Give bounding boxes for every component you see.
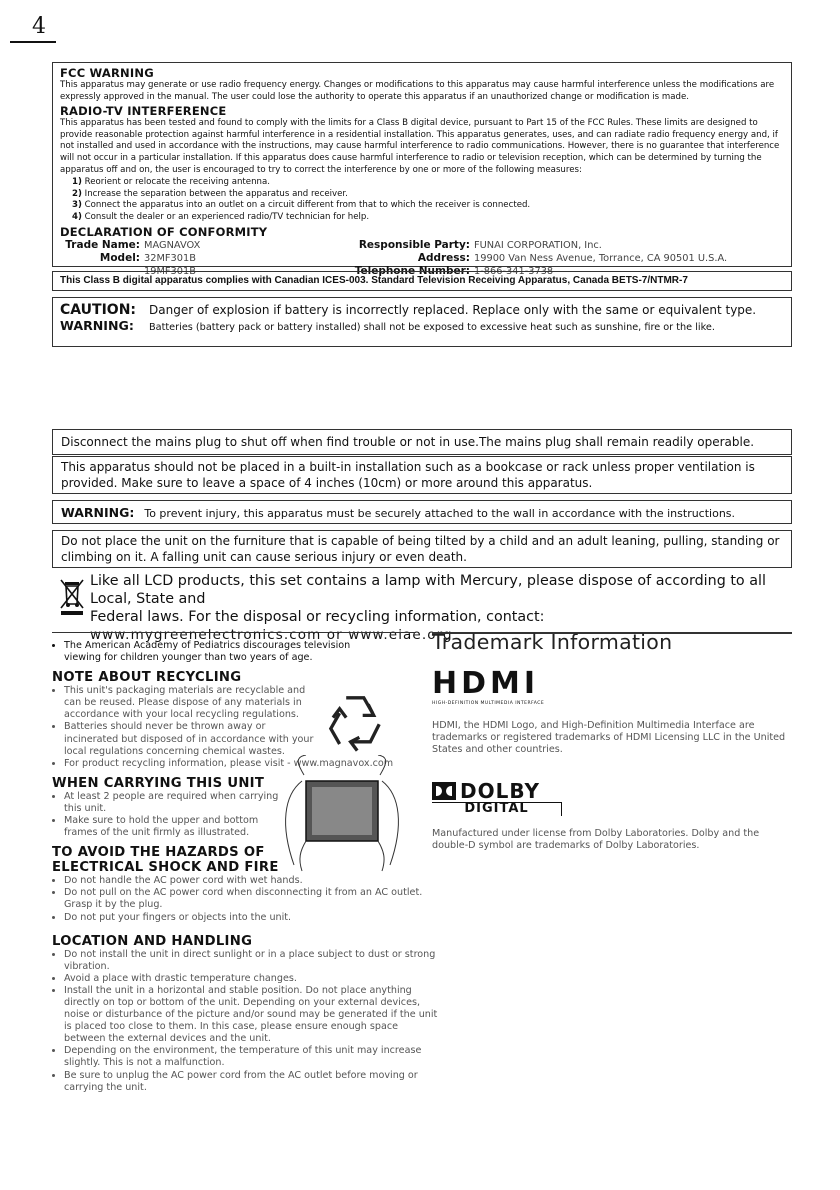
recycling-title: NOTE ABOUT RECYCLING <box>52 670 242 686</box>
party-label: Responsible Party: <box>358 238 470 251</box>
battery-warning-text: Batteries (battery pack or battery installed) shall not be exposed to excessive heat such as sunshine, fire or the like. <box>149 322 715 333</box>
canada-notice: This Class B digital apparatus complies with Canadian ICES-003. Standard Television Receiving Apparatus, Canada BETS-7/NTMR-7 <box>52 271 792 291</box>
or-text: or <box>326 627 343 643</box>
recycling-link-2[interactable]: www.eiae.org <box>348 627 453 643</box>
recycling-link-1[interactable]: www.mygreenelectronics.com <box>90 627 322 643</box>
model-label: Model: <box>99 251 140 264</box>
wall-warning-text: To prevent injury, this apparatus must be securely attached to the wall in accordance with the instructions. <box>144 507 736 520</box>
rf-interference-title: RADIO-TV INTERFERENCE <box>60 104 227 119</box>
crossed-bin-icon <box>58 576 86 616</box>
caution-box <box>52 297 792 347</box>
rf-interference-text: This apparatus has been tested and found to comply with the limits for a Class B digital device, pursuant to Part 15 of the FCC Rules. These limits are designed to provide reasonable protection against harmful interference in a residential installation. This apparatus generates, uses, and can radiate radio frequency energy and, if not installed and used in accordance with the instructions, may cause harmful interference to radio communications. However, there is no guarantee that interference will not occur in a particular installation. If this apparatus does cause harmful interference to radio or television reception, which can be determined by turning the apparatus off and on, the user is encouraged to try to correct the interference by one or more of the following measures: <box>60 118 780 175</box>
trade-name-label: Trade Name: <box>65 238 140 251</box>
hdmi-logo: HDMI HIGH-DEFINITION MULTIMEDIA INTERFACE <box>432 666 545 707</box>
trademark-title: Trademark Information <box>432 630 673 654</box>
list-item: • At least 2 people are required when carrying this unit. <box>64 791 292 815</box>
model-value-2: 19MF301B <box>144 265 196 277</box>
carrying-title: WHEN CARRYING THIS UNIT <box>52 775 265 791</box>
ventilation-notice: This apparatus should not be placed in a built-in installation such as a bookcase or rack unless proper ventilation is provided. Make sure to leave a space of 4 inches (10cm) or more around this apparatus. <box>52 456 792 494</box>
hdmi-text: HDMI, the HDMI Logo, and High-Definition Multimedia Interface are trademarks or registered trademarks of HDMI Licensing LLC in the United States and other countries. <box>432 720 786 756</box>
model-value-1: 32MF301B <box>144 252 196 264</box>
measure-item: 3) Connect the apparatus into an outlet on a circuit different from that to which the receiver is connected. <box>72 200 531 211</box>
list-item: • Be sure to unplug the AC power cord from the AC outlet before moving or carrying the unit. <box>64 1070 442 1094</box>
phone-label: Telephone Number: <box>354 264 470 277</box>
section-divider-left <box>52 632 416 633</box>
list-item: • Do not pull on the AC power cord when disconnecting it from an AC outlet. Grasp it by the plug. <box>64 887 442 911</box>
mercury-line-2: Federal laws. For the disposal or recycling information, contact: <box>90 609 545 625</box>
shock-title: TO AVOID THE HAZARDS OF ELECTRICAL SHOCK AND FIRE <box>52 845 279 876</box>
location-title: LOCATION AND HANDLING <box>52 933 253 949</box>
doc-title: DECLARATION OF CONFORMITY <box>60 224 268 239</box>
disconnect-notice: Disconnect the mains plug to shut off when find trouble or not in use.The mains plug shall remain readily operable. <box>52 429 792 455</box>
phone-value: 1-866-341-3738 <box>474 265 554 277</box>
interference-measures <box>60 177 784 223</box>
page-number: 4 <box>32 14 46 39</box>
list-item: • Install the unit in a horizontal and stable position. Do not place anything directly on top or bottom of the unit. Depending on your external devices, noise or disturbance of the picture and/or sound may be generated if the unit is placed too close to them. In this case, please ensure enough space between the external devices and the unit. <box>64 985 442 1045</box>
list-item: • For product recycling information, please visit - www.magnavox.com <box>64 758 442 770</box>
caution-text: Danger of explosion if battery is incorrectly replaced. Replace only with the same or equivalent type. <box>149 303 757 317</box>
measure-item: 2) Increase the separation between the apparatus and receiver. <box>72 188 348 199</box>
battery-warning-label: WARNING: <box>60 318 134 333</box>
shock-list <box>52 875 442 923</box>
aap-note: • The American Academy of Pediatrics discourages television viewing for children younger than two years of age. <box>64 640 384 664</box>
tip-over-notice: Do not place the unit on the furniture that is capable of being tilted by a child and an adult leaning, pulling, standing or climbing on it. A falling unit can cause serious injury or even death. <box>52 530 792 568</box>
list-item: • Avoid a place with drastic temperature changes. <box>64 973 442 985</box>
location-list <box>52 949 442 1094</box>
recycling-list <box>52 685 322 758</box>
trademark-column <box>432 630 792 852</box>
list-item: • Depending on the environment, the temperature of this unit may increase slightly. This is not a malfunction. <box>64 1045 442 1069</box>
recycle-icon <box>322 689 388 755</box>
dolby-text: Manufactured under license from Dolby Laboratories. Dolby and the double-D symbol are trademarks of Dolby Laboratories. <box>432 827 760 851</box>
wall-warning-label: WARNING: <box>61 505 135 520</box>
fcc-box <box>52 62 792 277</box>
fcc-warning-title: FCC WARNING <box>60 66 154 80</box>
page-number-rule <box>10 41 56 43</box>
party-value: FUNAI CORPORATION, Inc. <box>474 239 602 251</box>
fcc-warning-text: This apparatus may generate or use radio frequency energy. Changes or modifications to this apparatus may cause harmful interference unless the modifications are expressly approved in the manual. The user could lose the authority to operate this apparatus if an unauthorized change or modification is made. <box>60 80 775 102</box>
dolby-logo: DOLBY DIGITAL <box>432 782 562 815</box>
caution-label: CAUTION: <box>60 302 137 318</box>
list-item: • Do not handle the AC power cord with wet hands. <box>64 875 442 887</box>
wall-warning-box <box>52 500 792 524</box>
aap-note-list <box>52 640 442 664</box>
list-item: • Make sure to hold the upper and bottom frames of the unit firmly as illustrated. <box>64 815 292 839</box>
measure-item: 4) Consult the dealer or an experienced radio/TV technician for help. <box>72 211 370 222</box>
list-item: • Do not put your fingers or objects into the unit. <box>64 912 442 924</box>
list-item: • This unit's packaging materials are recyclable and can be reused. Please dispose of any materials in accordance with your local recycling regulations. <box>64 685 322 721</box>
carrying-illustration <box>274 755 414 875</box>
double-d-icon <box>432 782 456 800</box>
carrying-list <box>52 791 292 839</box>
address-label: Address: <box>417 251 470 264</box>
measure-item: 1) Reorient or relocate the receiving antenna. <box>72 177 270 188</box>
list-item: • Batteries should never be thrown away or incinerated but disposed of in accordance with your local regulations concerning chemical wastes. <box>64 721 322 757</box>
mercury-line-1: Like all LCD products, this set contains a lamp with Mercury, please dispose of according to all Local, State and <box>90 573 766 607</box>
safety-column <box>52 640 442 1094</box>
trade-name-value: MAGNAVOX <box>144 239 201 251</box>
list-item: • Do not install the unit in direct sunlight or in a place subject to dust or strong vibration. <box>64 949 442 973</box>
address-value: 19900 Van Ness Avenue, Torrance, CA 90501 U.S.A. <box>474 252 728 264</box>
